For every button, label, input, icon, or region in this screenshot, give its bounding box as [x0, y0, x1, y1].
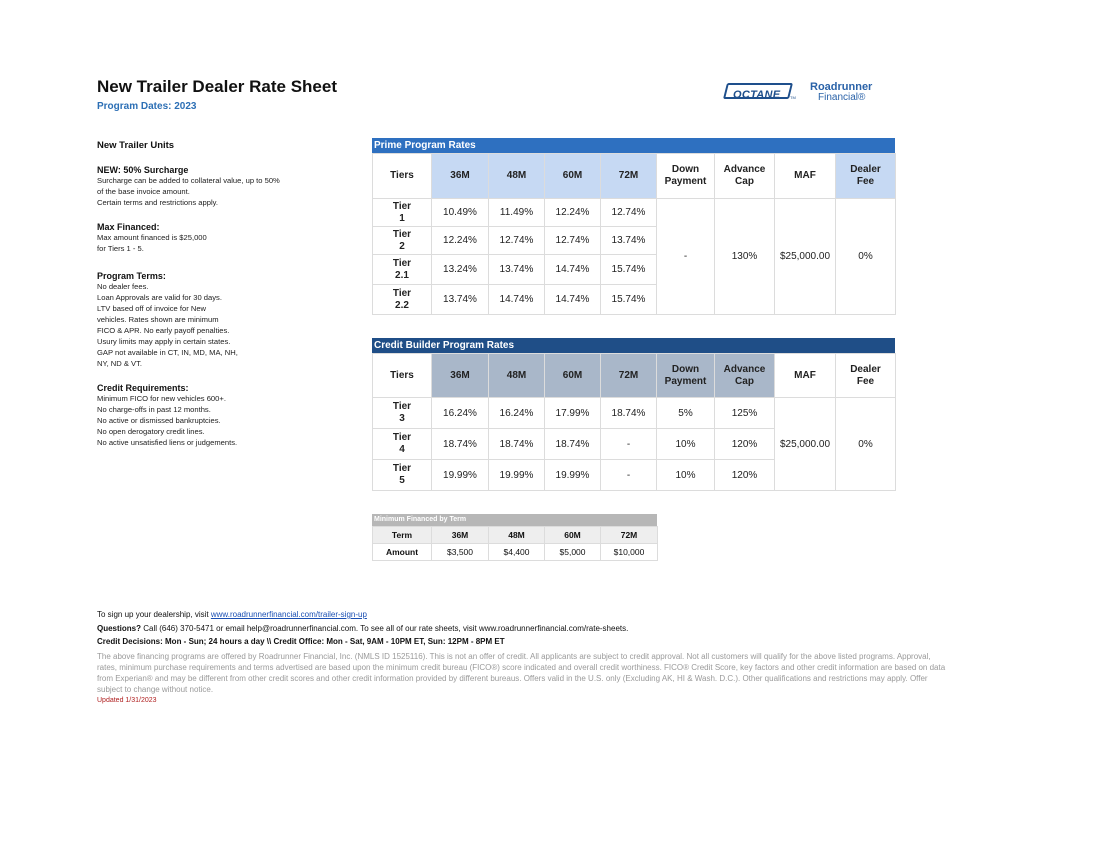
credit-rate-grid — [372, 353, 896, 491]
advance-cap-cell: 125% — [715, 398, 775, 429]
tier-label — [373, 398, 432, 429]
maf-header: MAF — [775, 354, 836, 398]
max-financed-line: for Tiers 1 - 5. — [97, 244, 144, 253]
rate-cell: 11.49% — [489, 199, 545, 227]
max-financed-body — [97, 232, 207, 254]
page-title: New Trailer Dealer Rate Sheet — [97, 77, 338, 96]
tier-label — [373, 285, 432, 315]
dealer-fee-cell: 0% — [836, 199, 896, 315]
term-cell: 72M — [601, 527, 658, 544]
term-60m-header: 60M — [545, 154, 601, 199]
rate-cell: 18.74% — [432, 429, 489, 460]
surcharge-line: of the base invoice amount. — [97, 187, 190, 196]
surcharge-line: Certain terms and restrictions apply. — [97, 198, 218, 207]
header-line: Advance — [723, 363, 766, 375]
tier-label — [373, 429, 432, 460]
term-60m-header: 60M — [545, 354, 601, 398]
table-row — [373, 199, 896, 227]
rate-cell: 12.74% — [601, 199, 657, 227]
amount-cell: $4,400 — [489, 544, 545, 561]
updated-date: Updated 1/31/2023 — [97, 697, 157, 704]
down-payment-header — [657, 354, 715, 398]
tier-word: Tier — [392, 228, 412, 240]
term-48m-header: 48M — [489, 354, 545, 398]
rate-cell: 18.74% — [489, 429, 545, 460]
maf-cell: $25,000.00 — [775, 199, 836, 315]
program-terms-line: LTV based off of invoice for New — [97, 304, 207, 313]
credit-requirements-heading: Credit Requirements: — [97, 383, 189, 393]
tier-number: 5 — [399, 475, 405, 486]
rate-cell: 12.24% — [545, 199, 601, 227]
prime-program-table — [372, 138, 895, 315]
rate-cell: 18.74% — [601, 398, 657, 429]
signup-link[interactable]: www.roadrunnerfinancial.com/trailer-sign-up — [210, 610, 367, 619]
program-dates: Program Dates: 2023 — [97, 101, 197, 112]
header-line: Advance — [723, 164, 766, 175]
table-row — [373, 398, 896, 429]
minimum-financed-table — [372, 514, 657, 561]
header-line: Down — [671, 164, 700, 175]
amount-cell: $3,500 — [432, 544, 489, 561]
down-payment-cell: 5% — [657, 398, 715, 429]
roadrunner-logo-line1: Roadrunner — [810, 81, 873, 93]
rate-cell: 13.74% — [432, 285, 489, 315]
tier-number: 1 — [399, 212, 405, 224]
tier-number: 4 — [399, 444, 405, 455]
questions-label: Questions? — [97, 624, 142, 633]
program-terms-line: GAP not available in CT, IN, MD, MA, NH, — [97, 348, 238, 357]
program-terms-line: Loan Approvals are valid for 30 days. — [97, 293, 222, 302]
dealer-fee-header — [836, 354, 896, 398]
tier-word: Tier — [392, 401, 412, 412]
rate-cell: 15.74% — [601, 255, 657, 285]
rate-cell: 13.24% — [432, 255, 489, 285]
down-payment-header — [657, 154, 715, 199]
rate-cell: 19.99% — [489, 460, 545, 491]
amount-label: Amount — [373, 544, 432, 561]
tier-label — [373, 227, 432, 255]
rate-cell: 16.24% — [432, 398, 489, 429]
credit-requirement-line: No charge-offs in past 12 months. — [97, 405, 211, 414]
rate-cell: 14.74% — [545, 255, 601, 285]
tier-word: Tier — [392, 287, 412, 299]
tier-number: 3 — [399, 413, 405, 424]
rate-cell: 18.74% — [545, 429, 601, 460]
table-row — [373, 544, 658, 561]
tier-word: Tier — [392, 432, 412, 443]
max-financed-heading: Max Financed: — [97, 222, 160, 232]
program-terms-line: Usury limits may apply in certain states. — [97, 337, 231, 346]
minimum-financed-caption: Minimum Financed by Term — [372, 514, 657, 526]
roadrunner-logo-line2: Financial® — [818, 92, 866, 103]
signup-prefix: To sign up your dealership, visit — [97, 610, 211, 619]
credit-builder-caption: Credit Builder Program Rates — [372, 338, 895, 353]
advance-cap-header — [715, 154, 775, 199]
credit-requirement-line: No active unsatisfied liens or judgements. — [97, 438, 238, 447]
header-line: Down — [671, 363, 700, 375]
header-line: Payment — [664, 176, 707, 187]
tier-word: Tier — [392, 200, 412, 212]
rate-cell: 12.74% — [489, 227, 545, 255]
header-line: Fee — [856, 176, 875, 187]
surcharge-body — [97, 175, 280, 208]
tier-number: 2.1 — [395, 269, 409, 281]
header-line: Cap — [735, 176, 754, 187]
credit-builder-table — [372, 338, 895, 491]
term-36m-header: 36M — [432, 354, 489, 398]
program-terms-line: vehicles. Rates shown are minimum — [97, 315, 219, 324]
tiers-header: Tiers — [373, 354, 432, 398]
tier-number: 2 — [399, 240, 405, 252]
down-payment-cell: - — [657, 199, 715, 315]
units-heading: New Trailer Units — [97, 140, 175, 151]
term-label: Term — [373, 527, 432, 544]
term-cell: 48M — [489, 527, 545, 544]
term-36m-header: 36M — [432, 154, 489, 199]
rate-cell: 14.74% — [545, 285, 601, 315]
term-cell: 36M — [432, 527, 489, 544]
header-line: Fee — [856, 375, 875, 387]
rate-cell: - — [601, 429, 657, 460]
rate-cell: 12.74% — [545, 227, 601, 255]
table-row — [373, 527, 658, 544]
disclaimer-text: The above financing programs are offered by Roadrunner Financial, Inc. (NMLS ID 1525116). This is not an offer of credit. All applicants are subject to credit approval. Not all customers will qualify for the above listed programs. Approval, rates, minimum purchase requirements and terms advertised are based upon the minimum credit bureau (FICO®) score indicated and overall credit worthiness. FICO® Credit Score, key factors and other credit information are based on data from Experian® and may be different from other credit scores and other credit information provided by different bureaus. Offers valid in the U.S. only (Excluding AK, HI & Wash. D.C.). Other qualifications and restrictions may apply. Offer subject to change without notice. — [97, 652, 946, 694]
rate-cell: 15.74% — [601, 285, 657, 315]
amount-cell: $5,000 — [545, 544, 601, 561]
rate-cell: 13.74% — [489, 255, 545, 285]
header-line: Payment — [664, 375, 707, 387]
program-terms-line: FICO & APR. No early payoff penalties. — [97, 326, 230, 335]
rate-cell: 19.99% — [545, 460, 601, 491]
tier-label — [373, 199, 432, 227]
advance-cap-cell: 120% — [715, 460, 775, 491]
signup-line — [97, 610, 367, 619]
tier-word: Tier — [392, 257, 412, 269]
tier-number: 2.2 — [395, 299, 409, 311]
rate-cell: 14.74% — [489, 285, 545, 315]
rate-cell: 10.49% — [432, 199, 489, 227]
advance-cap-header — [715, 354, 775, 398]
octane-logo-text: OCTANE — [733, 89, 781, 101]
octane-logo — [723, 83, 793, 99]
tier-word: Tier — [392, 463, 412, 474]
term-72m-header: 72M — [601, 354, 657, 398]
amount-cell: $10,000 — [601, 544, 658, 561]
program-terms-line: No dealer fees. — [97, 282, 149, 291]
program-terms-line: NY, ND & VT. — [97, 359, 143, 368]
prime-rate-grid — [372, 153, 896, 315]
max-financed-line: Max amount financed is $25,000 — [97, 233, 207, 242]
rate-cell: 12.24% — [432, 227, 489, 255]
questions-line — [97, 624, 628, 633]
rate-cell: 16.24% — [489, 398, 545, 429]
header-line: Cap — [735, 375, 754, 387]
surcharge-line: Surcharge can be added to collateral value, up to 50% — [97, 176, 280, 185]
dealer-fee-header — [836, 154, 896, 199]
tier-label — [373, 460, 432, 491]
dealer-fee-cell: 0% — [836, 398, 896, 491]
questions-text: Call (646) 370-5471 or email help@roadrunnerfinancial.com. To see all of our rate sheets, visit www.roadrunnerfinancial.com/rate-sheets. — [141, 624, 629, 633]
prime-program-caption: Prime Program Rates — [372, 138, 895, 153]
surcharge-heading: NEW: 50% Surcharge — [97, 165, 189, 175]
advance-cap-cell: 120% — [715, 429, 775, 460]
header-line: Dealer — [850, 363, 881, 375]
tiers-header: Tiers — [373, 154, 432, 199]
term-48m-header: 48M — [489, 154, 545, 199]
down-payment-cell: 10% — [657, 429, 715, 460]
term-72m-header: 72M — [601, 154, 657, 199]
credit-requirement-line: No active or dismissed bankruptcies. — [97, 416, 221, 425]
credit-requirement-line: Minimum FICO for new vehicles 600+. — [97, 394, 226, 403]
term-cell: 60M — [545, 527, 601, 544]
credit-requirements-body — [97, 393, 237, 448]
octane-trademark: TM — [790, 95, 796, 100]
credit-requirement-line: No open derogatory credit lines. — [97, 427, 205, 436]
maf-cell: $25,000.00 — [775, 398, 836, 491]
program-terms-body — [97, 281, 238, 369]
rate-cell: 19.99% — [432, 460, 489, 491]
maf-header: MAF — [775, 154, 836, 199]
tier-label — [373, 255, 432, 285]
advance-cap-cell: 130% — [715, 199, 775, 315]
rate-cell: - — [601, 460, 657, 491]
header-line: Dealer — [850, 164, 881, 175]
minimum-financed-grid — [372, 526, 658, 561]
program-terms-heading: Program Terms: — [97, 271, 166, 281]
down-payment-cell: 10% — [657, 460, 715, 491]
rate-cell: 17.99% — [545, 398, 601, 429]
rate-cell: 13.74% — [601, 227, 657, 255]
credit-decisions-line: Credit Decisions: Mon - Sun; 24 hours a day \\ Credit Office: Mon - Sat, 9AM - 10PM ET, Sun: 12PM - 8PM ET — [97, 637, 505, 646]
